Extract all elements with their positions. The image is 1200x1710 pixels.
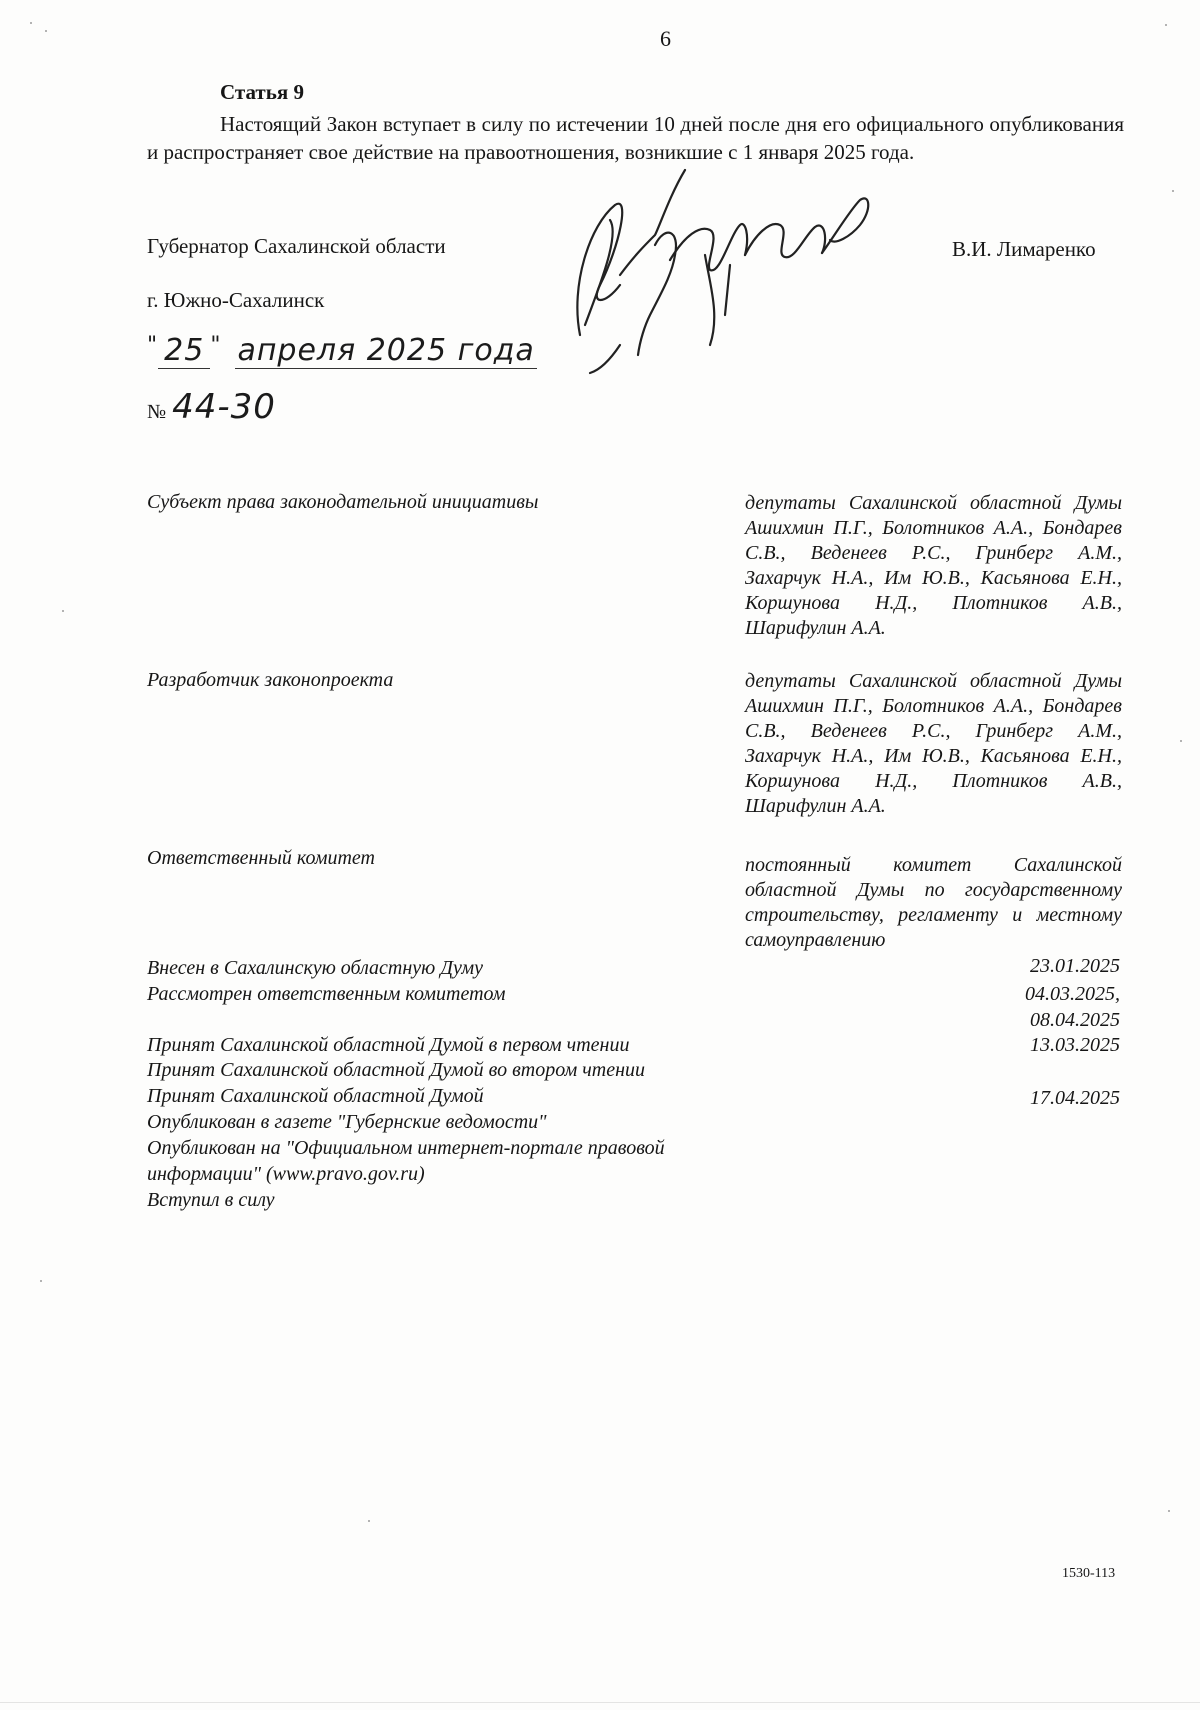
page-number: 6 (660, 26, 671, 51)
second-reading-label: Принят Сахалинской областной Думой во втором чтении (147, 1059, 646, 1081)
governor-position: Губернатор Сахалинской области (147, 234, 446, 258)
number-value: 44-30 (172, 387, 276, 427)
adopted-label: Принят Сахалинской областной Думой (147, 1085, 484, 1107)
footer-code: 1530-113 (1062, 1566, 1116, 1581)
number-prefix: № (147, 401, 167, 423)
scan-speck (45, 30, 47, 32)
committee-review-date-1: 04.03.2025, (1025, 983, 1120, 1005)
developer-value: депутаты Сахалинской областной Думы Ашихмин П.Г., Болотников А.А., Бондарев С.В., Веденеев Р.С., Гринберг А.М., Захарчук Н.А., Им Ю.В., Касьянова Е.Н., Коршунова Н.Д., Плотников А.В., Шарифулин А.А. (745, 670, 1122, 817)
scan-speck (1165, 24, 1167, 26)
published-newspaper-label: Опубликован в газете "Губернские ведомости" (147, 1111, 547, 1133)
scan-speck (62, 610, 64, 612)
city: г. Южно-Сахалинск (147, 288, 325, 312)
scan-speck (1168, 1510, 1170, 1512)
committee-value: постоянный комитет Сахалинской областной Думы по государственному строительству, регламенту и местному самоуправлению (745, 854, 1122, 951)
scan-speck (40, 1280, 42, 1282)
introduced-date: 23.01.2025 (1030, 955, 1120, 977)
developer-label: Разработчик законопроекта (147, 669, 394, 691)
adopted-date: 17.04.2025 (1030, 1087, 1120, 1109)
signature-image (560, 165, 890, 375)
committee-review-label: Рассмотрен ответственным комитетом (147, 983, 506, 1005)
article-title: Статья 9 (220, 80, 304, 104)
initiative-subject-value: депутаты Сахалинской областной Думы Ашихмин П.Г., Болотников А.А., Бондарев С.В., Веденеев Р.С., Гринберг А.М., Захарчук Н.А., Им Ю.В., Касьянова Е.Н., Коршунова Н.Д., Плотников А.В., Шарифулин А.А. (745, 492, 1122, 639)
scan-speck (368, 1520, 370, 1522)
law-number (147, 387, 276, 427)
scan-speck (1172, 190, 1174, 192)
published-portal-label: Опубликован на "Официальном интернет-портале правовой информации" (www.pravo.gov.ru) (147, 1137, 665, 1185)
scan-speck (30, 22, 32, 24)
first-reading-label: Принят Сахалинской областной Думой в первом чтении (147, 1034, 630, 1056)
governor-name: В.И. Лимаренко (952, 237, 1096, 261)
scan-edge-line (0, 1702, 1200, 1703)
first-reading-date: 13.03.2025 (1030, 1034, 1120, 1056)
in-force-label: Вступил в силу (147, 1189, 275, 1211)
date-month-year: апреля 2025 года (237, 333, 535, 368)
committee-label: Ответственный комитет (147, 847, 375, 869)
article-text: Настоящий Закон вступает в силу по истечении 10 дней после дня его официального опубликования и распространяет свое действие на правоотношения, возникшие с 1 января 2025 года. (147, 112, 1124, 164)
committee-review-date-2: 08.04.2025 (1030, 1009, 1120, 1031)
date-day: 25 (158, 333, 210, 369)
introduced-label: Внесен в Сахалинскую областную Думу (147, 957, 484, 979)
signing-date (147, 333, 537, 369)
date-quote-open: " (147, 333, 159, 358)
date-quote-close: " (210, 333, 222, 358)
initiative-subject-label: Субъект права законодательной инициативы (147, 491, 539, 513)
scan-speck (1180, 740, 1182, 742)
